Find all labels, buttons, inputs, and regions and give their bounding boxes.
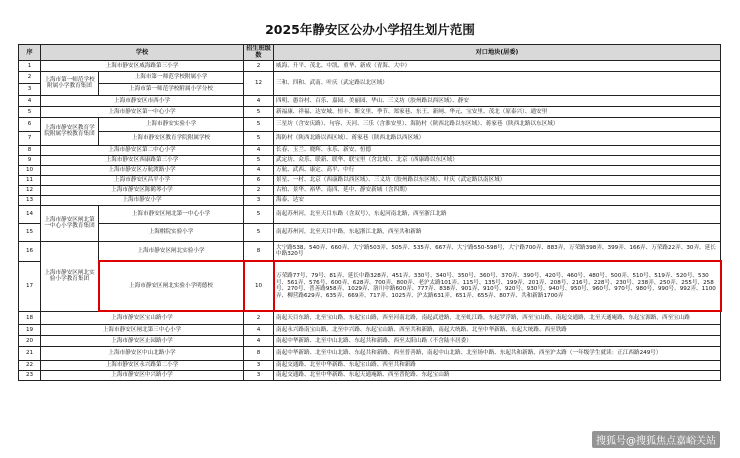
table-cell: 上海市静安区闸北实验小学明德校 [99,261,244,311]
table-cell: 上海市静安区永兴路第二小学 [41,360,244,370]
table-row [19,165,721,175]
table-cell: 4 [244,165,274,175]
table-cell: 上海市静安区教育学院附属学校 [99,131,244,145]
table-cell: 上海市第一师范学校附属小学分校 [99,83,244,95]
table-cell: 5 [244,155,274,165]
table-cell: 11 [19,175,41,185]
table-cell: 4 [244,335,274,346]
table-cell: 3 [19,83,41,95]
table-cell: 16 [19,241,41,261]
table-cell: 海泰、达安 [274,195,721,205]
table-cell: 12 [244,71,274,95]
table-row [19,131,721,145]
watermark: 搜狐号@搜狐焦点嘉峪关站 [592,431,720,448]
page-title: 2025年静安区公办小学招生划片范围 [265,22,475,37]
table-cell: 上海市静安区闸北第一中心小学教育集团 [41,205,99,241]
table-cell: 4 [244,324,274,335]
table-cell: 上海市静安区万航渡路小学 [41,165,244,175]
table-cell: 上海市静安区第二中心小学 [41,145,244,155]
table-cell: 2 [244,185,274,195]
table-cell: 1 [19,60,41,71]
table-cell: 8 [244,346,274,360]
header-area: 对口地块(居委) [274,45,721,61]
table-cell: 上海市静安区第一中心小学 [41,106,244,117]
table-cell: 6 [19,117,41,131]
table-row [19,346,721,360]
table-cell: 5 [244,223,274,241]
table-cell: 上海棋院实验小学 [99,223,244,241]
table-cell: 4 [244,145,274,155]
table-cell: 万航、武西、康定、高平、中行 [274,165,721,175]
table-cell: 上海市静安区止园路小学 [41,335,244,346]
table-cell: 5 [244,131,274,145]
table-row [19,145,721,155]
table-cell: 14 [19,205,41,223]
table-cell: 上海市静安区中兴路小学 [41,370,244,380]
table-cell: 10 [244,261,274,311]
table-cell: 5 [19,106,41,117]
table-cell: 2 [244,60,274,71]
table-cell: 6 [244,175,274,185]
table-cell: 7 [19,131,41,145]
table-cell: 南起交通路、北至中华新路、东起宝山路、西至共和新路 [274,360,721,370]
table-cell: 武定坊、众乐、联新、联华、联宝里（含北域）、北京（西康路以东区域） [274,155,721,165]
table-cell: 23 [19,370,41,380]
enrollment-table [18,44,721,381]
table-header-row [19,45,721,61]
table-cell: 上海市静安区陈鹤琴小学 [41,185,244,195]
table-cell: 4 [244,95,274,106]
table-cell: 15 [19,223,41,241]
header-classes: 招生班级数 [244,45,274,61]
table-cell: 5 [244,106,274,117]
table-cell: 9 [19,155,41,165]
table-cell: 上海市静安区中山北路小学 [41,346,244,360]
table-cell: 上海市第一师范学校附属小学教育集团 [41,71,99,95]
table-cell: 南起交通路、北至中华新路、东起天通庵路、西至普陀路、东起宝山路 [274,370,721,380]
table-cell: 上海市静安区闸北第一中心小学 [99,205,244,223]
table-cell: 大宁路538、540弄、660弄、大宁路503弄、505弄、535弄、667弄、大宁路550-598号，大宁路700弄、883弄，万荣路398弄、399弄、166弄、万荣路22弄、30弄、延长中路320号 [274,241,721,261]
table-cell: 古柏、景华、裕华、南四、延中、静安新城（含四期） [274,185,721,195]
table-cell: 上海市静安实验小学 [99,117,244,131]
table-cell: 四明、愚谷村、百乐、嘉园、美丽园、华山、三义坊（胶州路以西区域）、静安 [274,95,721,106]
table-cell: 南起中华新路、北至中山北路、东起共和新路、西至普善路，南起中山北路、北至场中路、东起共和新路、西至沪太路（一年级学生就读：正江西路249号） [274,346,721,360]
table-cell: 5 [244,205,274,223]
table-cell: 上海市静安区教育学院附属学校教育集团 [41,117,99,145]
table-cell: 3 [244,360,274,370]
table-cell: 22 [19,360,41,370]
table-row [19,223,721,241]
table-row [19,106,721,117]
table-cell: 10 [19,165,41,175]
table-cell: 长春、玉兰、晓辉、永乐、新安、恒德 [274,145,721,155]
table-cell: 威海、升平、茂北、中凯、重华、新成（青海、大中） [274,60,721,71]
table-row [19,360,721,370]
table-row [19,205,721,223]
table-cell: 上海市第一师范学校附属小学 [99,71,244,83]
table-cell: 万荣路77号、79号、81弄、延长中路328弄、451弄、330号、340号、350号、360号、370弄、390号、420号、460号、480号、500弄、510号、519弄、520号、530号、561弄、576号、600弄、628弄、700弄、800弄、老沪太路101弄、115号、135号、199弄、201弄、208号、216号、228号、230号、238弄、250弄、255号、258号、270号、普善路958弄、1029弄、洛川中路600弄、777弄、838弄、901弄、910号、920号、930号、940号、950号、960号、970号、980号、990号、992弄、1100弄、柳营路629弄、635弄、669弄、717弄、1025弄、沪太路631弄、651弄、655弄、807弄、共和新路1700弄 [274,261,721,311]
table-row [19,311,721,324]
table-cell: 18 [19,311,41,324]
table-cell: 20 [19,335,41,346]
table-cell: 三和、四和、武南、叶庆（武定路以北区域） [274,71,721,95]
table-cell: 2 [244,311,274,324]
table-row [19,117,721,131]
table-cell: 13 [19,195,41,205]
table-cell: 新福康、祥福、达安城、恒丰、斯文里、季节、郑家巷、东王、新闸、华元、宝安里、茂北（原泰兴）、通安里 [274,106,721,117]
table-cell: 3 [244,195,274,205]
table-cell: 8 [19,145,41,155]
table-cell: 海防村（陕西北路以西区域）、蒋家巷（陕西北路以西区域） [274,131,721,145]
header-school: 学校 [41,45,244,61]
table-cell: 景星、一村、北京（西康路以西区域）、三义坊（胶州路以东区域）、叶庆（武定路以南区域） [274,175,721,185]
header-seq: 序 [19,45,41,61]
table-cell: 上海市静安区威海路第三小学 [41,60,244,71]
table-cell: 上海市静安区市西小学 [41,95,244,106]
table-cell: 南起天目东路，北至宝山路，东起宝山路，西至河南北路，南起武进路，北至虬江路，东起罗浮路，西至宝山路，南起交通路，北至天通庵路，东起宝源路，西至宝山路 [274,311,721,324]
table-cell: 南起苏州河，北至天目中路，东起浙江北路，西至共和新路 [274,223,721,241]
table-row [19,195,721,205]
table-cell: 上海市静安区宝山路小学 [41,311,244,324]
table-row [19,175,721,185]
table-row [19,185,721,195]
table-cell: 12 [19,185,41,195]
table-cell: 4 [19,95,41,106]
table-cell: 南起苏州河，北至天目东路（含双号），东起河南北路，西至浙江北路 [274,205,721,223]
table-row [19,155,721,165]
table-cell: 三星坊（含安庆路）、句容、天河、三乐（含淮安里）、海防村（陕西北路以东区域）、蒋家巷（陕西北路以东区域） [274,117,721,131]
table-cell: 5 [244,117,274,131]
table-row [19,241,721,261]
table-cell: 21 [19,346,41,360]
table-row [19,324,721,335]
table-cell: 3 [244,370,274,380]
table-cell: 上海市静安区闸北实验小学 [99,241,244,261]
table-cell: 17 [19,261,41,311]
table-row [19,370,721,380]
table-cell: 南起中华新路、北至中山北路、东起共和新路、西至太阳山路（不含陆丰居委） [274,335,721,346]
table-cell: 上海市静安区昌平小学 [41,175,244,185]
table-cell: 上海市静安小学 [41,195,244,205]
table-row-highlighted [19,261,721,311]
table-row [19,95,721,106]
table-cell: 8 [244,241,274,261]
table-cell: 南起永兴路南宝山路、北至中兴路、东起宝山路、西至共和新路，南起大统路、北至中华新路、东起大统路、西至铁路 [274,324,721,335]
table-cell: 上海市静安区闸北实验小学教育集团 [41,241,99,311]
table-row [19,335,721,346]
table-cell: 上海市静安区西康路第三小学 [41,155,244,165]
table-cell: 19 [19,324,41,335]
table-row [19,60,721,71]
table-cell: 2 [19,71,41,83]
table-cell: 上海市静安区闸北第三中心小学 [41,324,244,335]
table-row [19,71,721,83]
